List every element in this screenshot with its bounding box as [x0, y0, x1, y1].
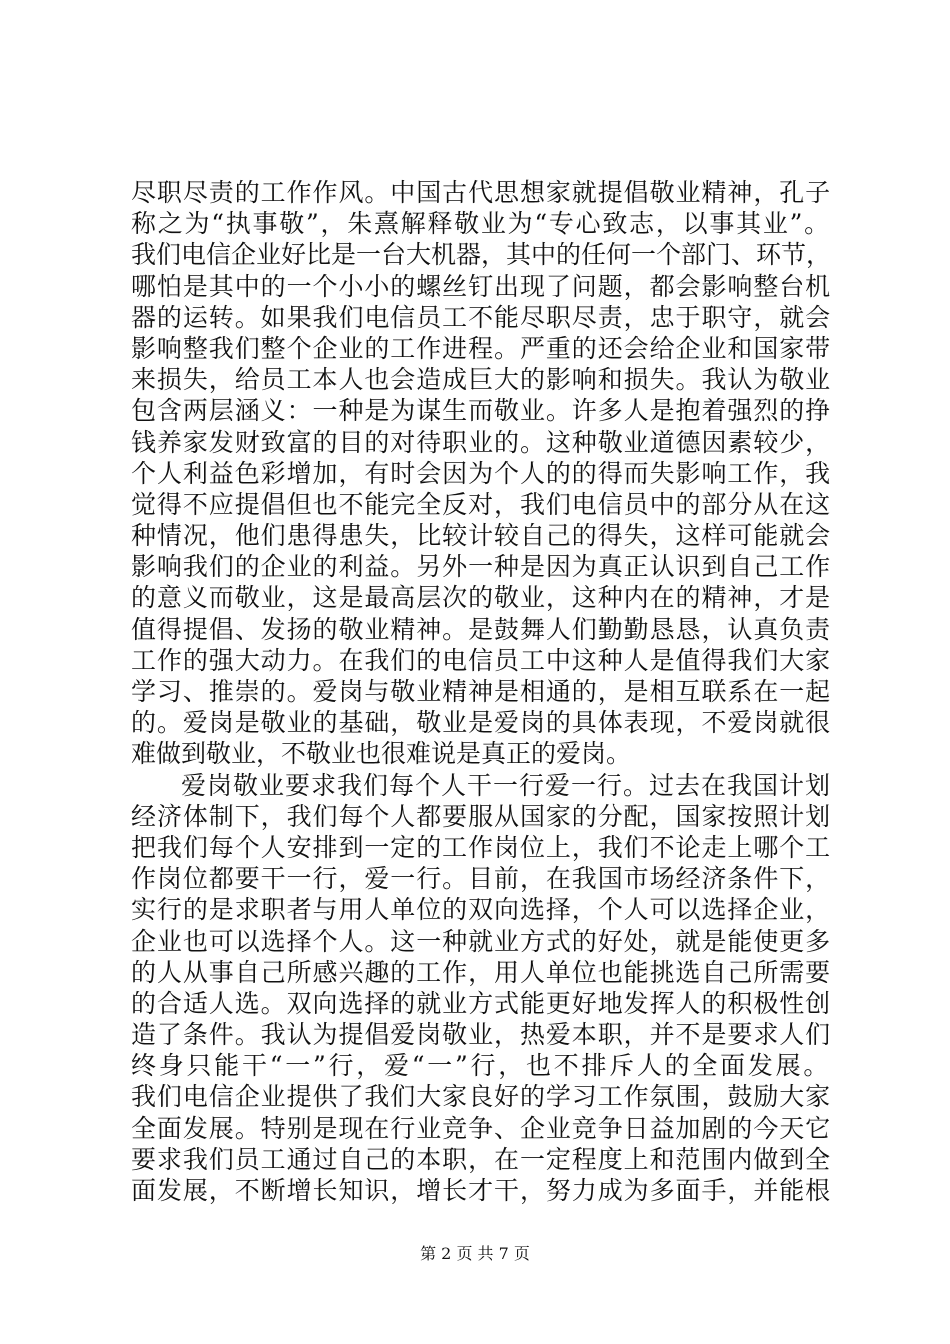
- text-line: 工作的强大动力。在我们的电信员工中这种人是值得我们大家: [131, 645, 832, 675]
- text-line: 终身只能干“一”行，爱“一”行，也不排斥人的全面发展。: [131, 1051, 832, 1081]
- text-line: 全面发展。特别是现在行业竞争、企业竞争日益加剧的今天它: [131, 1113, 832, 1143]
- page-footer: 第 2 页 共 7 页: [420, 1244, 530, 1263]
- text-line: 尽职尽责的工作作风。中国古代思想家就提倡敬业精神，孔子: [131, 178, 832, 207]
- text-line: 称之为“执事敬”，朱熹解释敬业为“专心致志，以事其业”。: [131, 209, 831, 239]
- text-line: 包含两层涵义：一种是为谋生而敬业。许多人是抱着强烈的挣: [131, 396, 832, 426]
- text-line: 的合适人选。双向选择的就业方式能更好地发挥人的积极性创: [131, 988, 832, 1018]
- text-line: 哪怕是其中的一个小小的螺丝钉出现了问题，都会影响整台机: [131, 271, 832, 301]
- text-line: 难做到敬业，不敬业也很难说是真正的爱岗。: [131, 739, 632, 769]
- text-line: 作岗位都要干一行，爱一行。目前，在我国市场经济条件下，: [131, 864, 832, 894]
- text-line: 学习、推崇的。爱岗与敬业精神是相通的，是相互联系在一起: [131, 677, 832, 706]
- text-line: 值得提倡、发扬的敬业精神。是鼓舞人们勤勤恳恳，认真负责: [131, 614, 832, 644]
- text-line: 觉得不应提倡但也不能完全反对，我们电信员中的部分从在这: [131, 489, 832, 519]
- text-line: 造了条件。我认为提倡爱岗敬业，热爱本职，并不是要求人们: [131, 1020, 832, 1050]
- text-line: 爱岗敬业要求我们每个人干一行爱一行。过去在我国计划: [181, 770, 832, 800]
- text-line: 影响我们的企业的利益。另外一种是因为真正认识到自己工作: [131, 552, 832, 582]
- text-line: 面发展，不断增长知识，增长才干，努力成为多面手，并能根: [131, 1176, 832, 1205]
- text-line: 企业也可以选择个人。这一种就业方式的好处，就是能使更多: [131, 926, 832, 956]
- body-text: [131, 177, 831, 1206]
- text-line: 经济体制下，我们每个人都要服从国家的分配，国家按照计划: [131, 801, 832, 831]
- text-line: 我们电信企业好比是一台大机器，其中的任何一个部门、环节，: [131, 240, 832, 270]
- text-line: 的。爱岗是敬业的基础，敬业是爱岗的具体表现，不爱岗就很: [131, 708, 832, 738]
- text-line: 的意义而敬业，这是最高层次的敬业，这种内在的精神，才是: [131, 583, 832, 613]
- text-line: 器的运转。如果我们电信员工不能尽职尽责，忠于职守，就会: [131, 302, 832, 332]
- text-line: 来损失，给员工本人也会造成巨大的影响和损失。我认为敬业: [131, 365, 832, 395]
- text-line: 把我们每个人安排到一定的工作岗位上，我们不论走上哪个工: [131, 832, 832, 862]
- text-line: 影响整我们整个企业的工作进程。严重的还会给企业和国家带: [131, 333, 832, 363]
- text-line: 个人利益色彩增加，有时会因为个人的的得而失影响工作，我: [131, 458, 832, 488]
- text-line: 实行的是求职者与用人单位的双向选择，个人可以选择企业，: [131, 895, 832, 925]
- text-line: 种情况，他们患得患失，比较计较自己的得失，这样可能就会: [131, 521, 832, 551]
- text-line: 我们电信企业提供了我们大家良好的学习工作氛围，鼓励大家: [131, 1082, 832, 1112]
- text-line: 钱养家发财致富的目的对待职业的。这种敬业道德因素较少，: [131, 427, 832, 457]
- text-line: 的人从事自己所感兴趣的工作，用人单位也能挑选自己所需要: [131, 957, 832, 987]
- text-line: 要求我们员工通过自己的本职，在一定程度上和范围内做到全: [131, 1144, 832, 1174]
